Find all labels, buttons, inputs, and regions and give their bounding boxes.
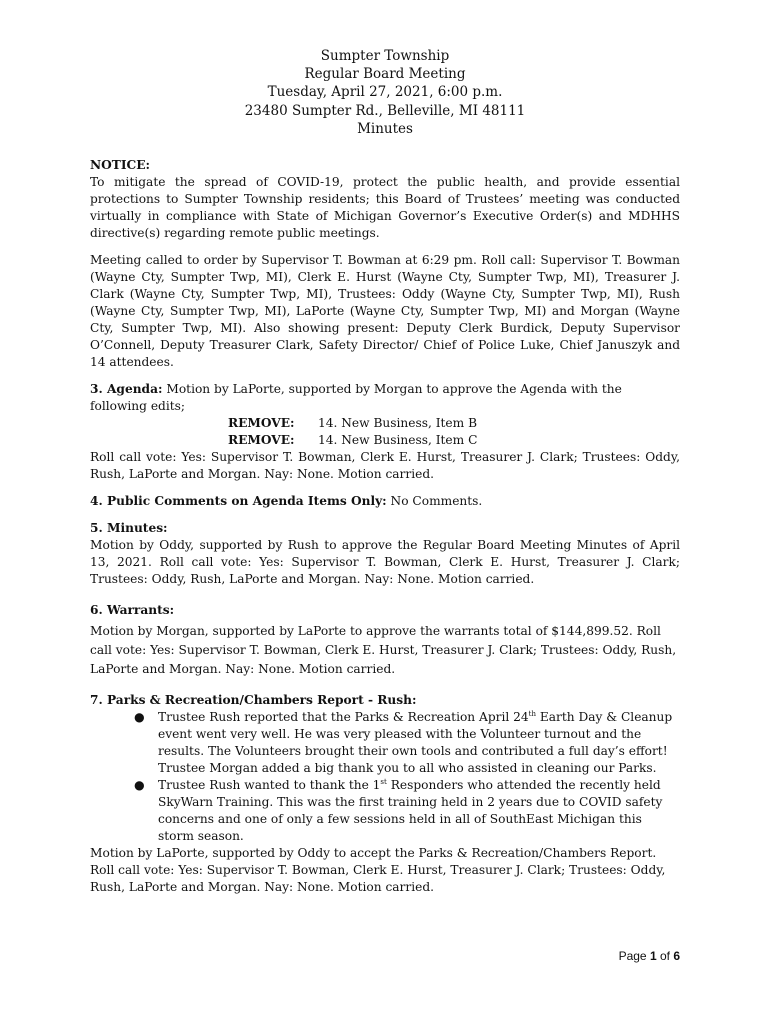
document-header <box>0 47 770 138</box>
notice-text: To mitigate the spread of COVID-19, protect the public health, and provide essential protections to Sumpter Township residents; this Board of Trustees’ meeting was conducted virtually in compliance with State of Michigan Governor’s Executive Order(s) and MDHHS directive(s) regarding remote public meetings. <box>90 175 680 240</box>
agenda-edit-label: REMOVE: <box>228 416 295 430</box>
page-number: Page 1 of 6 <box>618 949 680 963</box>
agenda-edit-row <box>90 415 680 432</box>
meeting-address: 23480 Sumpter Rd., Belleville, MI 48111 <box>244 102 526 119</box>
bullet-icon: ● <box>134 710 145 725</box>
agenda-edit-item: 14. New Business, Item B <box>318 416 478 430</box>
minutes-text: Motion by Oddy, supported by Rush to approve the Regular Board Meeting Minutes of April 13, 2021. Roll call vote: Yes: Supervisor T. Bowman, Clerk E. Hurst, Treasurer J. Clark; Trustees: Oddy, Rush, LaPorte and Morgan. Nay: None. Motion carried. <box>90 538 680 586</box>
agenda-edit-label: REMOVE: <box>228 433 295 447</box>
agenda-title: 3. Agenda: <box>90 382 163 396</box>
parks-title: 7. Parks & Recreation/Chambers Report - Rush: <box>90 693 417 708</box>
parks-motion: Motion by LaPorte, supported by Oddy to accept the Parks & Recreation/Chambers Report. Roll call vote: Yes: Supervisor T. Bowman, Clerk E. Hurst, Treasurer J. Clark; Trustees: Oddy, Rush, LaPorte and Morgan. Nay: None. Motion carried. <box>90 846 666 895</box>
meeting-type: Regular Board Meeting <box>304 66 466 83</box>
minutes-title: 5. Minutes: <box>90 521 168 535</box>
document-body <box>90 157 680 896</box>
notice-title: NOTICE: <box>90 158 151 172</box>
agenda-edit-row <box>90 432 680 449</box>
public-comments-text: No Comments. <box>386 494 483 508</box>
warrants-text: Motion by Morgan, supported by LaPorte to approve the warrants total of $144,899.52. Roll call vote: Yes: Supervisor T. Bowman, Clerk E. Hurst, Treasurer J. Clark; Trustees: Oddy, Rush, LaPorte and Morgan. Nay: None. Motion carried. <box>90 624 677 676</box>
warrants-title: 6. Warrants: <box>90 603 175 617</box>
agenda-motion: Motion by LaPorte, supported by Morgan to approve the Agenda with the following edits; <box>90 382 622 413</box>
bullet-icon: ● <box>134 778 145 793</box>
public-comments-section <box>90 493 680 510</box>
call-to-order-text: Meeting called to order by Supervisor T. Bowman at 6:29 pm. Roll call: Supervisor T. Bowman (Wayne Cty, Sumpter Twp, MI), Clerk E. Hurst (Wayne Cty, Sumpter Twp, MI), Treasurer J. Clark (Wayne Cty, Sumpter Twp, MI), Trustees: Oddy (Wayne Cty, Sumpter Twp, MI), Rush (Wayne Cty, Sumpter Twp, MI), LaPorte (Wayne Cty, Sumpter Twp, MI) and Morgan (Wayne Cty, Sumpter Twp, MI). Also showing present: Deputy Clerk Burdick, Deputy Supervisor O’Connell, Deputy Treasurer Clark, Safety Director/ Chief of Police Luke, Chief Januszyk and 14 attendees. <box>90 253 680 369</box>
meeting-date: Tuesday, April 27, 2021, 6:00 p.m. <box>267 84 503 101</box>
township-name: Sumpter Township <box>320 48 450 64</box>
parks-bullet-list <box>90 709 680 845</box>
agenda-vote: Roll call vote: Yes: Supervisor T. Bowman, Clerk E. Hurst, Treasurer J. Clark; Trustees: Oddy, Rush, LaPorte and Morgan. Nay: None. Motion carried. <box>90 450 680 481</box>
public-comments-title: 4. Public Comments on Agenda Items Only: <box>90 494 387 508</box>
agenda-edit-item: 14. New Business, Item C <box>318 433 478 447</box>
list-item: ● Trustee Rush reported that the Parks & Recreation April 24th Earth Day & Cleanup event went very well. He was very pleased with the Volunteer turnout and the results. The Volunteers brought their own tools and contributed a full day’s effort! Trustee Morgan added a big thank you to all who assisted in cleaning our Parks. <box>134 710 673 776</box>
document-title: Minutes <box>357 120 413 137</box>
agenda-section <box>90 381 680 415</box>
list-item: ● Trustee Rush wanted to thank the 1st Responders who attended the recently held SkyWarn Training. This was the first training held in 2 years due to COVID safety concerns and one of only a few sessions held in all of SouthEast Michigan this storm season. <box>134 778 663 844</box>
